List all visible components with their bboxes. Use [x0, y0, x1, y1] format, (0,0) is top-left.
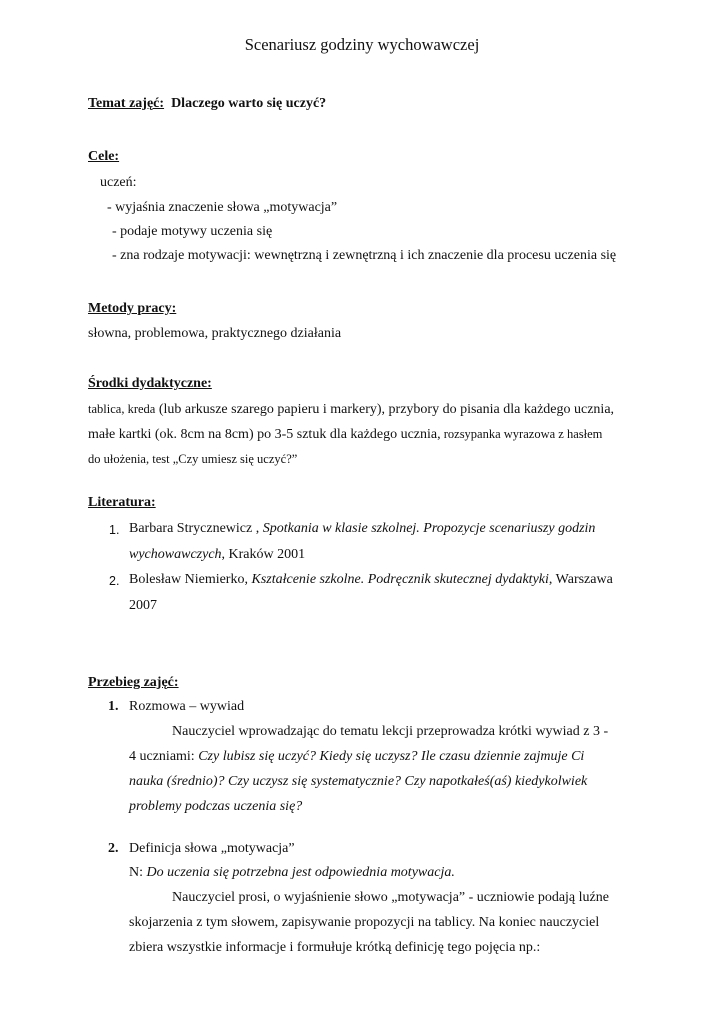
step-number: 1. — [108, 699, 119, 714]
step-note — [129, 864, 455, 882]
literature-author: Bolesław Niemierko, — [129, 572, 252, 587]
step-paragraph: Nauczyciel prosi, o wyjaśnienie słowo „motywacja” - uczniowie podają luźne — [172, 890, 609, 905]
step-questions: Czy lubisz się uczyć? Kiedy się uczysz? Ile czasu dziennie zajmuje Ci — [198, 749, 585, 764]
aids-heading: Środki dydaktyczne: — [88, 376, 212, 391]
list-number: 2. — [109, 574, 120, 588]
literature-item — [129, 520, 595, 538]
methods-text: słowna, problemowa, praktycznego działania — [88, 326, 342, 341]
methods-heading: Metody pracy: — [88, 301, 177, 316]
aids-text: rozsypanka wyrazowa z hasłem — [440, 427, 603, 441]
note-text: Do uczenia się potrzebna jest odpowiednia motywacja. — [146, 865, 455, 880]
literature-rest: , Warszawa — [548, 572, 613, 587]
step-number: 2. — [108, 841, 119, 856]
document-title: Scenariusz godziny wychowawczej — [244, 35, 480, 54]
topic-line — [88, 95, 326, 113]
goal-item: - wyjaśnia znaczenie słowa „motywacja” — [107, 200, 338, 215]
step-paragraph — [129, 748, 584, 766]
step-title: Rozmowa – wywiad — [129, 699, 245, 714]
literature-title: Kształcenie szkolne. Podręcznik skutecznej dydaktyki — [251, 572, 549, 587]
topic-value: Dlaczego warto się uczyć? — [171, 96, 327, 111]
literature-item — [129, 571, 613, 589]
aids-text: małe kartki (ok. 8cm na 8cm) po 3-5 sztuk dla każdego ucznia, — [88, 427, 441, 442]
aids-line — [88, 400, 614, 419]
goal-item: - zna rodzaje motywacji: wewnętrzną i zewnętrzną i ich znaczenie dla procesu uczenia się — [112, 248, 617, 263]
literature-title: wychowawczych — [129, 547, 222, 562]
step-paragraph: Nauczyciel wprowadzając do tematu lekcji przeprowadza krótki wywiad z 3 - — [172, 724, 609, 739]
literature-rest: , Kraków 2001 — [221, 547, 306, 562]
goals-who: uczeń: — [100, 175, 137, 190]
aids-text: do ułożenia, test „Czy umiesz się uczyć?” — [88, 452, 298, 466]
step-paragraph: skojarzenia z tym słowem, zapisywanie propozycji na tablicy. Na koniec nauczyciel — [129, 915, 600, 930]
topic-label: Temat zajęć: — [88, 96, 165, 111]
course-heading: Przebieg zajęć: — [88, 675, 179, 690]
aids-text: (lub arkusze szarego papieru i markery), przybory do pisania dla każdego ucznia, — [155, 402, 615, 417]
step-title: Definicja słowa „motywacja” — [129, 841, 295, 856]
step-paragraph: zbiera wszystkie informacje i formułuje krótką definicję tego pojęcia np.: — [129, 940, 541, 955]
step-questions: problemy podczas uczenia się? — [129, 799, 303, 814]
literature-author: Barbara Strycznewicz , — [129, 521, 263, 536]
note-label: N: — [129, 865, 147, 880]
step-questions: nauka (średnio)? Czy uczysz się systematycznie? Czy napotkałeś(aś) kiedykolwiek — [129, 774, 588, 789]
aids-line — [88, 425, 602, 444]
literature-rest: 2007 — [129, 598, 157, 613]
literature-title: Spotkania w klasie szkolnej. Propozycje scenariuszy godzin — [262, 521, 596, 536]
step-text: 4 uczniami: — [129, 749, 199, 764]
literature-item-cont — [129, 546, 305, 564]
list-number: 1. — [109, 523, 120, 537]
goal-item: - podaje motywy uczenia się — [112, 224, 273, 239]
literature-heading: Literatura: — [88, 495, 156, 510]
aids-text: tablica, kreda — [88, 402, 156, 416]
goals-heading: Cele: — [88, 149, 120, 164]
